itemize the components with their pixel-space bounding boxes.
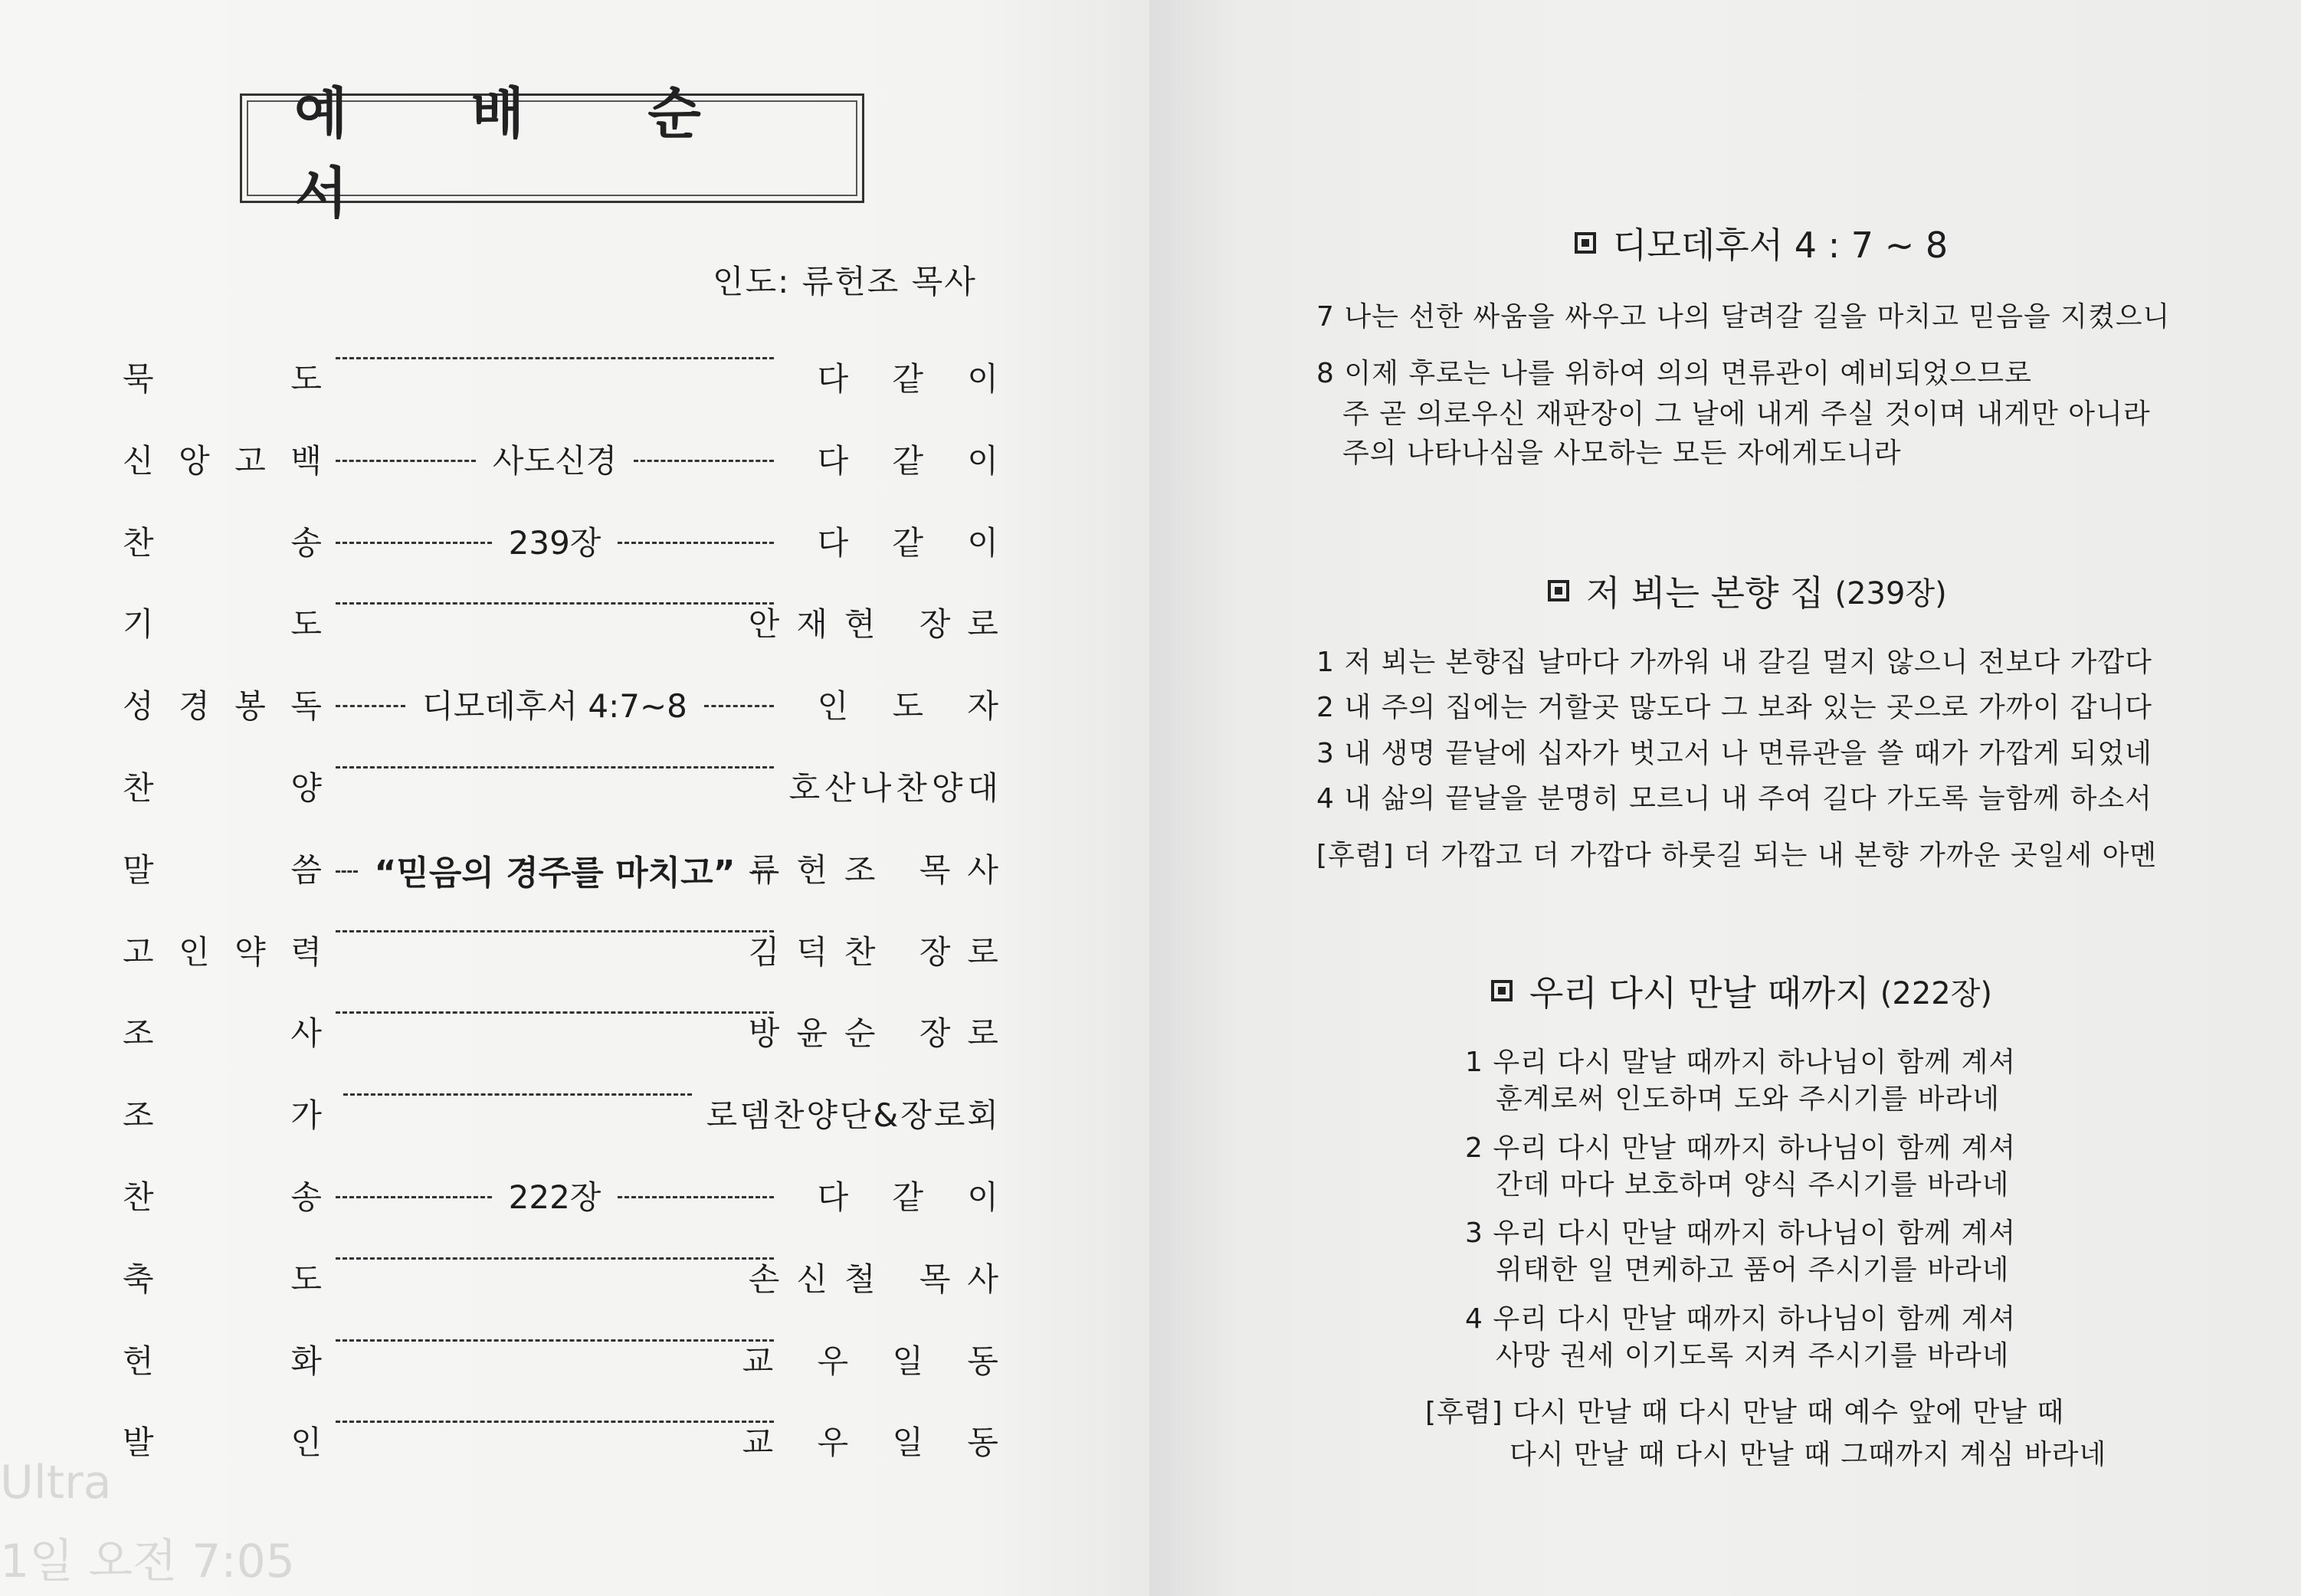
service-item-performer: 교 우 일 동	[742, 1342, 1015, 1380]
hymn-222-refrain: [후렴] 다시 만날 때 다시 만날 때 예수 앞에 만날 때	[1425, 1397, 2065, 1428]
scripture-heading	[1575, 218, 1948, 268]
service-item-leader-line	[336, 763, 774, 769]
dashed-leader	[336, 930, 774, 932]
service-item-char: 력	[290, 933, 322, 971]
service-item-performer: 안재현 장로	[748, 605, 1015, 643]
dashed-leader	[336, 1339, 774, 1342]
hymn-222-heading	[1491, 965, 1992, 1016]
hymn-222-verse: 위태한 일 면케하고 품어 주시기를 바라네	[1496, 1254, 2010, 1286]
service-item-char: 도	[290, 360, 322, 398]
dashed-leader	[336, 870, 358, 873]
hymn-239-heading	[1548, 565, 1947, 616]
service-item-name	[123, 1090, 322, 1136]
service-item-performer: 다 같 이	[817, 442, 1015, 480]
service-row	[0, 1417, 1149, 1463]
service-item-char: 양	[290, 769, 322, 807]
service-item-char: 송	[290, 524, 322, 562]
dashed-leader	[336, 357, 774, 359]
service-item-char: 조	[123, 1096, 154, 1134]
dashed-leader	[336, 1011, 774, 1014]
dashed-leader	[343, 1093, 692, 1096]
service-item-performer: 인 도 자	[817, 687, 1015, 725]
service-item-leader-line	[336, 1008, 774, 1014]
scripture-title: 디모데후서 4 : 7 ~ 8	[1613, 224, 1949, 266]
service-item-performer: 다 같 이	[817, 1178, 1015, 1216]
service-item-detail: “믿음의 경주를 마치고”	[374, 854, 736, 893]
hymn-239-refrain: [후렴] 더 가깝고 더 가깝다 하룻길 되는 내 본향 가까운 곳일세 아멘	[1316, 840, 2158, 871]
service-item-name	[123, 436, 322, 482]
service-row	[0, 927, 1149, 973]
service-item-performer: 손신철 목사	[748, 1260, 1015, 1298]
service-item-detail: 디모데후서 4:7~8	[422, 687, 687, 725]
service-item-char: 성	[123, 687, 154, 725]
service-row	[0, 354, 1149, 400]
service-item-char: 약	[234, 933, 266, 971]
service-item-leader-line	[336, 927, 774, 932]
service-item-leader-line	[336, 1254, 774, 1260]
dashed-leader	[336, 460, 476, 462]
left-page	[0, 0, 1149, 1596]
service-item-char: 앙	[179, 442, 210, 480]
service-item-name	[123, 1417, 322, 1463]
hymn-222-verse: 훈계로써 인도하며 도와 주시기를 바라네	[1496, 1083, 2000, 1115]
hymn-222-verse: 간데 마다 보호하며 양식 주시기를 바라네	[1496, 1169, 2010, 1201]
service-row	[0, 518, 1149, 564]
service-item-name	[123, 1172, 322, 1218]
service-item-char: 사	[290, 1014, 322, 1052]
service-item-leader-line	[336, 354, 774, 359]
service-item-char: 말	[123, 851, 154, 889]
service-item-name	[123, 1254, 322, 1300]
watermark-brand: Ultra	[0, 1456, 112, 1509]
dashed-leader	[336, 1196, 492, 1198]
hymn-239-verse: 3 내 생명 끝날에 십자가 벗고서 나 면류관을 쓸 때가 가깝게 되었네	[1316, 738, 2152, 769]
program-title: 예 배 순 서	[294, 80, 753, 225]
service-item-performer: 방윤순 장로	[748, 1014, 1015, 1052]
hymn-239-number: (239장)	[1834, 575, 1947, 611]
service-item-char: 축	[123, 1260, 154, 1298]
service-item-leader-line	[336, 1417, 774, 1423]
watermark-timestamp: 1일 오전 7:05	[0, 1535, 295, 1588]
service-item-name	[123, 763, 322, 809]
dashed-leader	[704, 705, 774, 707]
dashed-leader	[336, 602, 774, 605]
program-title-box	[240, 80, 864, 225]
service-item-char: 묵	[123, 360, 154, 398]
hymn-222-title: 우리 다시 만날 때까지	[1529, 972, 1870, 1014]
service-row	[0, 436, 1149, 482]
dashed-leader	[336, 1257, 774, 1260]
service-item-char: 헌	[123, 1342, 154, 1380]
service-item-name	[123, 1008, 322, 1054]
service-item-char: 인	[179, 933, 210, 971]
service-row	[0, 599, 1149, 645]
service-item-char: 고	[123, 933, 154, 971]
dashed-leader	[336, 766, 774, 769]
dashed-leader	[618, 542, 774, 544]
service-item-detail: 239장	[508, 524, 601, 562]
service-item-char: 화	[290, 1342, 322, 1380]
service-item-name	[123, 927, 322, 973]
service-item-char: 봉	[234, 687, 266, 725]
service-item-name	[123, 681, 322, 727]
service-row	[0, 1172, 1149, 1218]
service-item-char: 도	[290, 605, 322, 643]
service-item-performer: 로뎀찬양단&장로회	[706, 1096, 1001, 1134]
service-item-name	[123, 845, 322, 891]
service-item-name	[123, 599, 322, 645]
service-item-leader-line	[336, 436, 774, 482]
service-item-leader-line	[336, 1172, 774, 1218]
service-row	[0, 845, 1149, 891]
service-item-char: 가	[290, 1096, 322, 1134]
service-row	[0, 763, 1149, 809]
service-item-detail: 사도신경	[492, 442, 618, 480]
hymn-239-title: 저 뵈는 본향 집	[1586, 572, 1824, 614]
service-item-performer: 다 같 이	[817, 360, 1015, 398]
service-row	[0, 681, 1149, 727]
bullet-square-icon	[1491, 980, 1513, 1001]
service-item-char: 기	[123, 605, 154, 643]
service-item-performer: 다 같 이	[817, 524, 1015, 562]
service-row	[0, 1336, 1149, 1382]
hymn-222-verse: 사망 권세 이기도록 지켜 주시기를 바라네	[1496, 1340, 2010, 1372]
service-item-detail: 222장	[508, 1178, 601, 1216]
service-item-leader-line	[336, 1336, 774, 1342]
dashed-leader	[336, 705, 405, 707]
scripture-line: 8 이제 후로는 나를 위하여 의의 면류관이 예비되었으므로	[1316, 358, 2032, 389]
service-item-leader-line	[336, 681, 774, 727]
hymn-222-verse: 4 우리 다시 만날 때까지 하나님이 함께 계셔	[1465, 1303, 2017, 1335]
service-item-char: 인	[290, 1424, 322, 1461]
service-item-performer: 호산나찬양대	[788, 769, 1003, 807]
service-row	[0, 1254, 1149, 1300]
service-item-name	[123, 354, 322, 400]
hymn-222-verse: 2 우리 다시 만날 때까지 하나님이 함께 계셔	[1465, 1132, 2017, 1164]
hymn-222-verse: 1 우리 다시 말날 때까지 하나님이 함께 계셔	[1465, 1047, 2017, 1078]
service-item-leader-line	[336, 599, 774, 605]
service-item-char: 독	[290, 687, 322, 725]
service-item-leader-line	[336, 845, 774, 894]
hymn-222-verse: 3 우리 다시 만날 때까지 하나님이 함께 계셔	[1465, 1217, 2017, 1249]
dashed-leader	[634, 460, 774, 462]
service-item-char: 찬	[123, 1178, 154, 1216]
service-item-char: 발	[123, 1424, 154, 1461]
service-item-char: 씀	[290, 851, 322, 889]
scripture-line: 주의 나타나심을 사모하는 모든 자에게도니라	[1342, 438, 1902, 469]
service-item-leader-line	[336, 518, 774, 564]
hymn-222-number: (222장)	[1880, 975, 1992, 1011]
right-page	[1149, 0, 2301, 1596]
service-item-performer: 류헌조 목사	[748, 851, 1015, 889]
service-item-char: 백	[290, 442, 322, 480]
service-item-char: 찬	[123, 524, 154, 562]
service-leader: 인도: 류헌조 목사	[713, 263, 977, 300]
hymn-222-refrain: 다시 만날 때 다시 만날 때 그때까지 계심 바라네	[1509, 1439, 2107, 1470]
service-item-name	[123, 1336, 322, 1382]
service-row	[0, 1090, 1149, 1136]
scripture-line: 주 곧 의로우신 재판장이 그 날에 내게 주실 것이며 내게만 아니라	[1342, 398, 2151, 430]
dashed-leader	[336, 542, 492, 544]
scripture-line: 7 나는 선한 싸움을 싸우고 나의 달려갈 길을 마치고 믿음을 지켰으니	[1316, 301, 2171, 333]
hymn-239-verse: 1 저 뵈는 본향집 날마다 가까워 내 갈길 멀지 않으니 전보다 가깝다	[1316, 647, 2152, 678]
service-item-char: 신	[123, 442, 154, 480]
service-item-char: 송	[290, 1178, 322, 1216]
service-item-performer: 김덕찬 장로	[748, 933, 1015, 971]
service-row	[0, 1008, 1149, 1054]
service-item-char: 찬	[123, 769, 154, 807]
service-item-char: 조	[123, 1014, 154, 1052]
service-item-leader-line	[343, 1090, 692, 1096]
service-item-name	[123, 518, 322, 564]
bullet-square-icon	[1548, 580, 1569, 601]
hymn-239-verse: 4 내 삶의 끝날을 분명히 모르니 내 주여 길다 가도록 늘함께 하소서	[1316, 783, 2152, 814]
service-item-char: 고	[234, 442, 266, 480]
bullet-square-icon	[1575, 232, 1596, 254]
dashed-leader	[618, 1196, 774, 1198]
service-item-char: 경	[179, 687, 210, 725]
hymn-239-verse: 2 내 주의 집에는 거할곳 많도다 그 보좌 있는 곳으로 가까이 갑니다	[1316, 692, 2152, 723]
service-item-performer: 교 우 일 동	[742, 1424, 1015, 1461]
service-item-char: 도	[290, 1260, 322, 1298]
dashed-leader	[336, 1421, 774, 1423]
